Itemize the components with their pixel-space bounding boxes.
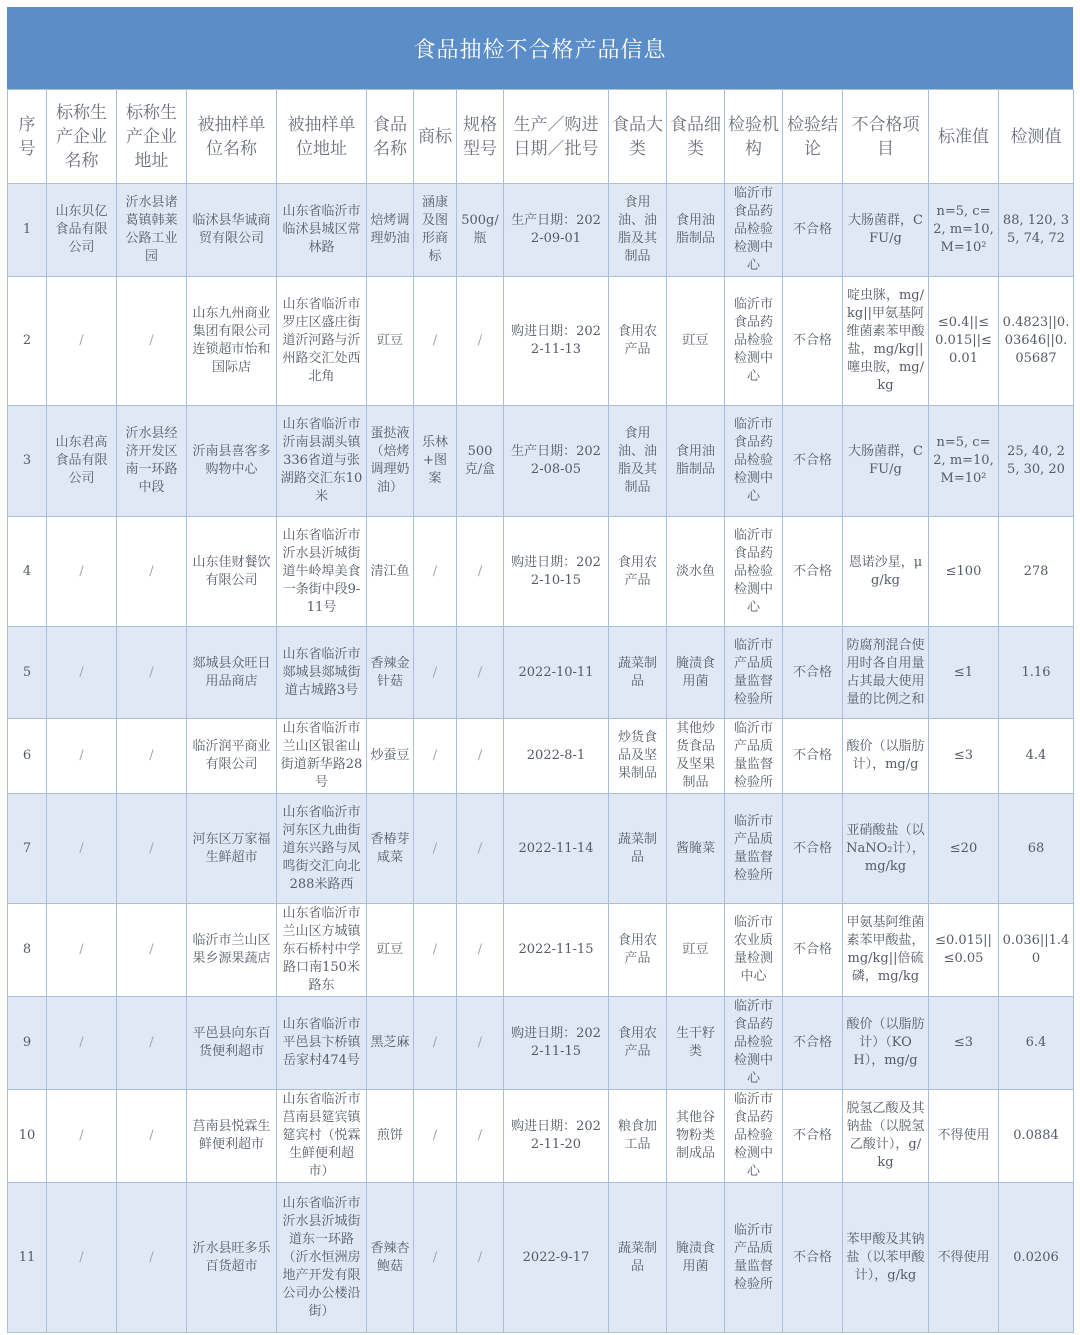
cell-sampled-unit-address: 山东省临沂市郯城县郯城街道古城路3号	[277, 627, 367, 719]
cell-food-subcategory: 其他炒货食品及坚果制品	[667, 719, 725, 794]
table-row	[8, 517, 1074, 627]
cell-conclusion: 不合格	[783, 277, 843, 406]
cell-measured-value: 4.4	[999, 719, 1074, 794]
cell-date-batch: 2022-11-15	[504, 904, 609, 997]
cell-producer-address: /	[117, 997, 187, 1090]
cell-sampled-unit-name: 沂水县旺多乐百货超市	[187, 1183, 277, 1333]
cell-trademark: /	[414, 904, 457, 997]
cell-producer-address: /	[117, 277, 187, 406]
cell-food-subcategory: 生干籽类	[667, 997, 725, 1090]
cell-trademark: /	[414, 517, 457, 627]
cell-producer-name: /	[47, 1090, 117, 1183]
header-conclusion: 检验结论	[783, 90, 843, 184]
cell-producer-name: /	[47, 1183, 117, 1333]
cell-sampled-unit-name: 沂南县喜客多购物中心	[187, 406, 277, 517]
cell-food-category: 粮食加工品	[609, 1090, 667, 1183]
cell-producer-address: /	[117, 517, 187, 627]
cell-failed-item: 脱氢乙酸及其钠盐（以脱氢乙酸计），g/kg	[843, 1090, 929, 1183]
cell-seq: 1	[8, 184, 47, 277]
cell-test-agency: 临沂市农业质量检测中心	[725, 904, 783, 997]
cell-food-name: 黑芝麻	[367, 997, 414, 1090]
cell-sampled-unit-address: 山东省临沂市沂南县湖头镇336省道与张湖路交汇东10米	[277, 406, 367, 517]
cell-sampled-unit-address: 山东省临沂市兰山区方城镇东石桥村中学路口南150米路东	[277, 904, 367, 997]
cell-date-batch: 2022-8-1	[504, 719, 609, 794]
cell-trademark: /	[414, 794, 457, 904]
cell-failed-item: 啶虫脒，mg/kg||甲氨基阿维菌素苯甲酸盐，mg/kg||噻虫胺，mg/kg	[843, 277, 929, 406]
cell-trademark: 涵康及图形商标	[414, 184, 457, 277]
header-sampled-unit-address: 被抽样单位地址	[277, 90, 367, 184]
cell-standard-value: ≤0.015||≤0.05	[929, 904, 999, 997]
cell-food-name: 香辣杏鲍菇	[367, 1183, 414, 1333]
cell-producer-name: 山东君高食品有限公司	[47, 406, 117, 517]
cell-sampled-unit-name: 郯城县众旺日用品商店	[187, 627, 277, 719]
cell-spec: /	[457, 794, 504, 904]
cell-sampled-unit-name: 临沭县华诚商贸有限公司	[187, 184, 277, 277]
cell-producer-address: 沂水县经济开发区南一环路中段	[117, 406, 187, 517]
cell-standard-value: ≤1	[929, 627, 999, 719]
cell-seq: 9	[8, 997, 47, 1090]
cell-measured-value: 0.0206	[999, 1183, 1074, 1333]
cell-failed-item: 酸价（以脂肪计），mg/g	[843, 719, 929, 794]
cell-failed-item: 酸价（以脂肪计）（KOH），mg/g	[843, 997, 929, 1090]
cell-trademark: /	[414, 719, 457, 794]
header-standard-value: 标准值	[929, 90, 999, 184]
cell-producer-address: 沂水县诸葛镇韩莱公路工业园	[117, 184, 187, 277]
cell-spec: /	[457, 1090, 504, 1183]
cell-seq: 10	[8, 1090, 47, 1183]
cell-producer-name: /	[47, 904, 117, 997]
cell-failed-item: 防腐剂混合使用时各自用量占其最大使用量的比例之和	[843, 627, 929, 719]
header-measured-value: 检测值	[999, 90, 1074, 184]
header-food-subcategory: 食品细类	[667, 90, 725, 184]
cell-measured-value: 6.4	[999, 997, 1074, 1090]
cell-food-subcategory: 食用油脂制品	[667, 406, 725, 517]
cell-conclusion: 不合格	[783, 517, 843, 627]
cell-food-name: 焙烤调理奶油	[367, 184, 414, 277]
cell-food-category: 食用农产品	[609, 997, 667, 1090]
cell-conclusion: 不合格	[783, 794, 843, 904]
cell-test-agency: 临沂市食品药品检验检测中心	[725, 406, 783, 517]
cell-sampled-unit-address: 山东省临沂市莒南县筵宾镇筵宾村（悦霖生鲜便利超市）	[277, 1090, 367, 1183]
cell-producer-address: /	[117, 719, 187, 794]
cell-standard-value: ≤3	[929, 997, 999, 1090]
cell-spec: /	[457, 627, 504, 719]
cell-standard-value: n=5, c=2, m=10, M=10²	[929, 406, 999, 517]
cell-food-name: 豇豆	[367, 904, 414, 997]
cell-sampled-unit-name: 山东九州商业集团有限公司连锁超市怡和国际店	[187, 277, 277, 406]
header-seq: 序号	[8, 90, 47, 184]
cell-conclusion: 不合格	[783, 627, 843, 719]
cell-sampled-unit-address: 山东省临沂市临沭县城区常林路	[277, 184, 367, 277]
cell-food-name: 香辣金针菇	[367, 627, 414, 719]
cell-date-batch: 购进日期：2022-11-15	[504, 997, 609, 1090]
cell-date-batch: 2022-10-11	[504, 627, 609, 719]
cell-food-category: 食用油、油脂及其制品	[609, 406, 667, 517]
cell-sampled-unit-name: 山东佳财餐饮有限公司	[187, 517, 277, 627]
cell-producer-address: /	[117, 1090, 187, 1183]
cell-food-category: 炒货食品及坚果制品	[609, 719, 667, 794]
cell-food-category: 食用农产品	[609, 277, 667, 406]
cell-food-name: 香椿芽咸菜	[367, 794, 414, 904]
cell-measured-value: 68	[999, 794, 1074, 904]
cell-spec: /	[457, 277, 504, 406]
cell-standard-value: n=5, c=2, m=10, M=10²	[929, 184, 999, 277]
cell-trademark: 乐林+图案	[414, 406, 457, 517]
cell-date-batch: 购进日期：2022-10-15	[504, 517, 609, 627]
cell-test-agency: 临沂市产品质量监督检验所	[725, 719, 783, 794]
cell-date-batch: 2022-11-14	[504, 794, 609, 904]
cell-trademark: /	[414, 627, 457, 719]
cell-failed-item: 甲氨基阿维菌素苯甲酸盐，mg/kg||倍硫磷，mg/kg	[843, 904, 929, 997]
cell-sampled-unit-address: 山东省临沂市沂水县沂城街道东一环路（沂水恒洲房地产开发有限公司办公楼沿街）	[277, 1183, 367, 1333]
cell-standard-value: 不得使用	[929, 1183, 999, 1333]
cell-measured-value: 25, 40, 25, 30, 20	[999, 406, 1074, 517]
cell-seq: 2	[8, 277, 47, 406]
cell-food-name: 炒蚕豆	[367, 719, 414, 794]
table-row	[8, 277, 1074, 406]
header-date-batch: 生产／购进日期／批号	[504, 90, 609, 184]
table-row	[8, 997, 1074, 1090]
cell-food-category: 蔬菜制品	[609, 627, 667, 719]
cell-food-category: 蔬菜制品	[609, 794, 667, 904]
cell-spec: 500g/瓶	[457, 184, 504, 277]
cell-spec: 500克/盒	[457, 406, 504, 517]
cell-food-subcategory: 豇豆	[667, 904, 725, 997]
cell-producer-address: /	[117, 627, 187, 719]
cell-food-subcategory: 豇豆	[667, 277, 725, 406]
cell-sampled-unit-address: 山东省临沂市平邑县卞桥镇岳家村474号	[277, 997, 367, 1090]
cell-seq: 8	[8, 904, 47, 997]
cell-seq: 11	[8, 1183, 47, 1333]
cell-food-subcategory: 酱腌菜	[667, 794, 725, 904]
cell-seq: 4	[8, 517, 47, 627]
cell-producer-name: /	[47, 517, 117, 627]
cell-standard-value: ≤100	[929, 517, 999, 627]
cell-test-agency: 临沂市产品质量监督检验所	[725, 627, 783, 719]
header-producer-address: 标称生产企业地址	[117, 90, 187, 184]
table-row	[8, 406, 1074, 517]
cell-food-category: 蔬菜制品	[609, 1183, 667, 1333]
cell-producer-address: /	[117, 904, 187, 997]
header-sampled-unit-name: 被抽样单位名称	[187, 90, 277, 184]
cell-failed-item: 苯甲酸及其钠盐（以苯甲酸计），g/kg	[843, 1183, 929, 1333]
cell-measured-value: 0.4823||0.03646||0.05687	[999, 277, 1074, 406]
cell-conclusion: 不合格	[783, 1090, 843, 1183]
cell-trademark: /	[414, 1090, 457, 1183]
header-row	[8, 90, 1074, 184]
cell-sampled-unit-name: 河东区万家福生鲜超市	[187, 794, 277, 904]
cell-measured-value: 1.16	[999, 627, 1074, 719]
cell-conclusion: 不合格	[783, 406, 843, 517]
cell-trademark: /	[414, 997, 457, 1090]
header-food-name: 食品名称	[367, 90, 414, 184]
table-row	[8, 627, 1074, 719]
unqualified-food-table	[7, 89, 1074, 1333]
cell-standard-value: ≤20	[929, 794, 999, 904]
table-row	[8, 1183, 1074, 1333]
cell-sampled-unit-address: 山东省临沂市河东区九曲街道东兴路与凤鸣街交汇向北288米路西	[277, 794, 367, 904]
table-row	[8, 719, 1074, 794]
header-food-category: 食品大类	[609, 90, 667, 184]
cell-sampled-unit-name: 临沂市兰山区果乡源果蔬店	[187, 904, 277, 997]
cell-spec: /	[457, 719, 504, 794]
cell-measured-value: 0.0884	[999, 1090, 1074, 1183]
cell-food-subcategory: 淡水鱼	[667, 517, 725, 627]
notice-container	[7, 7, 1073, 1333]
cell-test-agency: 临沂市产品质量监督检验所	[725, 794, 783, 904]
cell-failed-item: 大肠菌群，CFU/g	[843, 406, 929, 517]
cell-food-name: 煎饼	[367, 1090, 414, 1183]
cell-trademark: /	[414, 1183, 457, 1333]
cell-seq: 7	[8, 794, 47, 904]
cell-conclusion: 不合格	[783, 904, 843, 997]
cell-test-agency: 临沂市食品药品检验检测中心	[725, 517, 783, 627]
cell-conclusion: 不合格	[783, 1183, 843, 1333]
cell-producer-name: /	[47, 719, 117, 794]
cell-measured-value: 0.036||1.40	[999, 904, 1074, 997]
cell-test-agency: 临沂市食品药品检验检测中心	[725, 277, 783, 406]
cell-seq: 5	[8, 627, 47, 719]
cell-failed-item: 大肠菌群，CFU/g	[843, 184, 929, 277]
cell-sampled-unit-name: 莒南县悦霖生鲜便利超市	[187, 1090, 277, 1183]
cell-measured-value: 278	[999, 517, 1074, 627]
cell-sampled-unit-name: 平邑县向东百货便利超市	[187, 997, 277, 1090]
cell-sampled-unit-address: 山东省临沂市沂水县沂城街道牛岭埠美食一条街中段9-11号	[277, 517, 367, 627]
cell-date-batch: 购进日期：2022-11-20	[504, 1090, 609, 1183]
cell-food-category: 食用油、油脂及其制品	[609, 184, 667, 277]
header-producer-name: 标称生产企业名称	[47, 90, 117, 184]
cell-date-batch: 生产日期：2022-09-01	[504, 184, 609, 277]
cell-producer-name: /	[47, 627, 117, 719]
cell-test-agency: 临沂市食品药品检验检测中心	[725, 997, 783, 1090]
cell-producer-address: /	[117, 794, 187, 904]
cell-date-batch: 购进日期：2022-11-13	[504, 277, 609, 406]
cell-date-batch: 生产日期：2022-08-05	[504, 406, 609, 517]
cell-conclusion: 不合格	[783, 184, 843, 277]
cell-food-name: 蛋挞液（焙烤调理奶油）	[367, 406, 414, 517]
cell-food-subcategory: 腌渍食用菌	[667, 1183, 725, 1333]
cell-spec: /	[457, 904, 504, 997]
header-spec: 规格型号	[457, 90, 504, 184]
cell-food-category: 食用农产品	[609, 904, 667, 997]
cell-test-agency: 临沂市食品药品检验检测中心	[725, 1090, 783, 1183]
cell-sampled-unit-address: 山东省临沂市兰山区银雀山街道新华路28号	[277, 719, 367, 794]
cell-food-subcategory: 其他谷物粉类制成品	[667, 1090, 725, 1183]
cell-seq: 6	[8, 719, 47, 794]
cell-conclusion: 不合格	[783, 719, 843, 794]
cell-food-category: 食用农产品	[609, 517, 667, 627]
cell-food-name: 豇豆	[367, 277, 414, 406]
cell-test-agency: 临沂市食品药品检验检测中心	[725, 184, 783, 277]
table-row	[8, 1090, 1074, 1183]
cell-food-name: 清江鱼	[367, 517, 414, 627]
cell-food-subcategory: 食用油脂制品	[667, 184, 725, 277]
cell-standard-value: 不得使用	[929, 1090, 999, 1183]
table-row	[8, 904, 1074, 997]
table-row	[8, 184, 1074, 277]
cell-producer-address: /	[117, 1183, 187, 1333]
cell-food-subcategory: 腌渍食用菌	[667, 627, 725, 719]
cell-failed-item: 亚硝酸盐（以NaNO₂计），mg/kg	[843, 794, 929, 904]
cell-measured-value: 88, 120, 35, 74, 72	[999, 184, 1074, 277]
cell-conclusion: 不合格	[783, 997, 843, 1090]
cell-spec: /	[457, 1183, 504, 1333]
cell-spec: /	[457, 997, 504, 1090]
cell-standard-value: ≤0.4||≤0.015||≤0.01	[929, 277, 999, 406]
cell-sampled-unit-address: 山东省临沂市罗庄区盛庄街道沂河路与沂州路交汇处西北角	[277, 277, 367, 406]
table-row	[8, 794, 1074, 904]
cell-standard-value: ≤3	[929, 719, 999, 794]
cell-sampled-unit-name: 临沂润平商业有限公司	[187, 719, 277, 794]
cell-date-batch: 2022-9-17	[504, 1183, 609, 1333]
cell-trademark: /	[414, 277, 457, 406]
header-test-agency: 检验机构	[725, 90, 783, 184]
cell-test-agency: 临沂市产品质量监督检验所	[725, 1183, 783, 1333]
header-failed-item: 不合格项目	[843, 90, 929, 184]
cell-spec: /	[457, 517, 504, 627]
header-trademark: 商标	[414, 90, 457, 184]
cell-producer-name: /	[47, 997, 117, 1090]
cell-producer-name: /	[47, 794, 117, 904]
cell-producer-name: 山东贝亿食品有限公司	[47, 184, 117, 277]
cell-producer-name: /	[47, 277, 117, 406]
cell-seq: 3	[8, 406, 47, 517]
cell-failed-item: 恩诺沙星，μg/kg	[843, 517, 929, 627]
table-title: 食品抽检不合格产品信息	[7, 7, 1073, 89]
